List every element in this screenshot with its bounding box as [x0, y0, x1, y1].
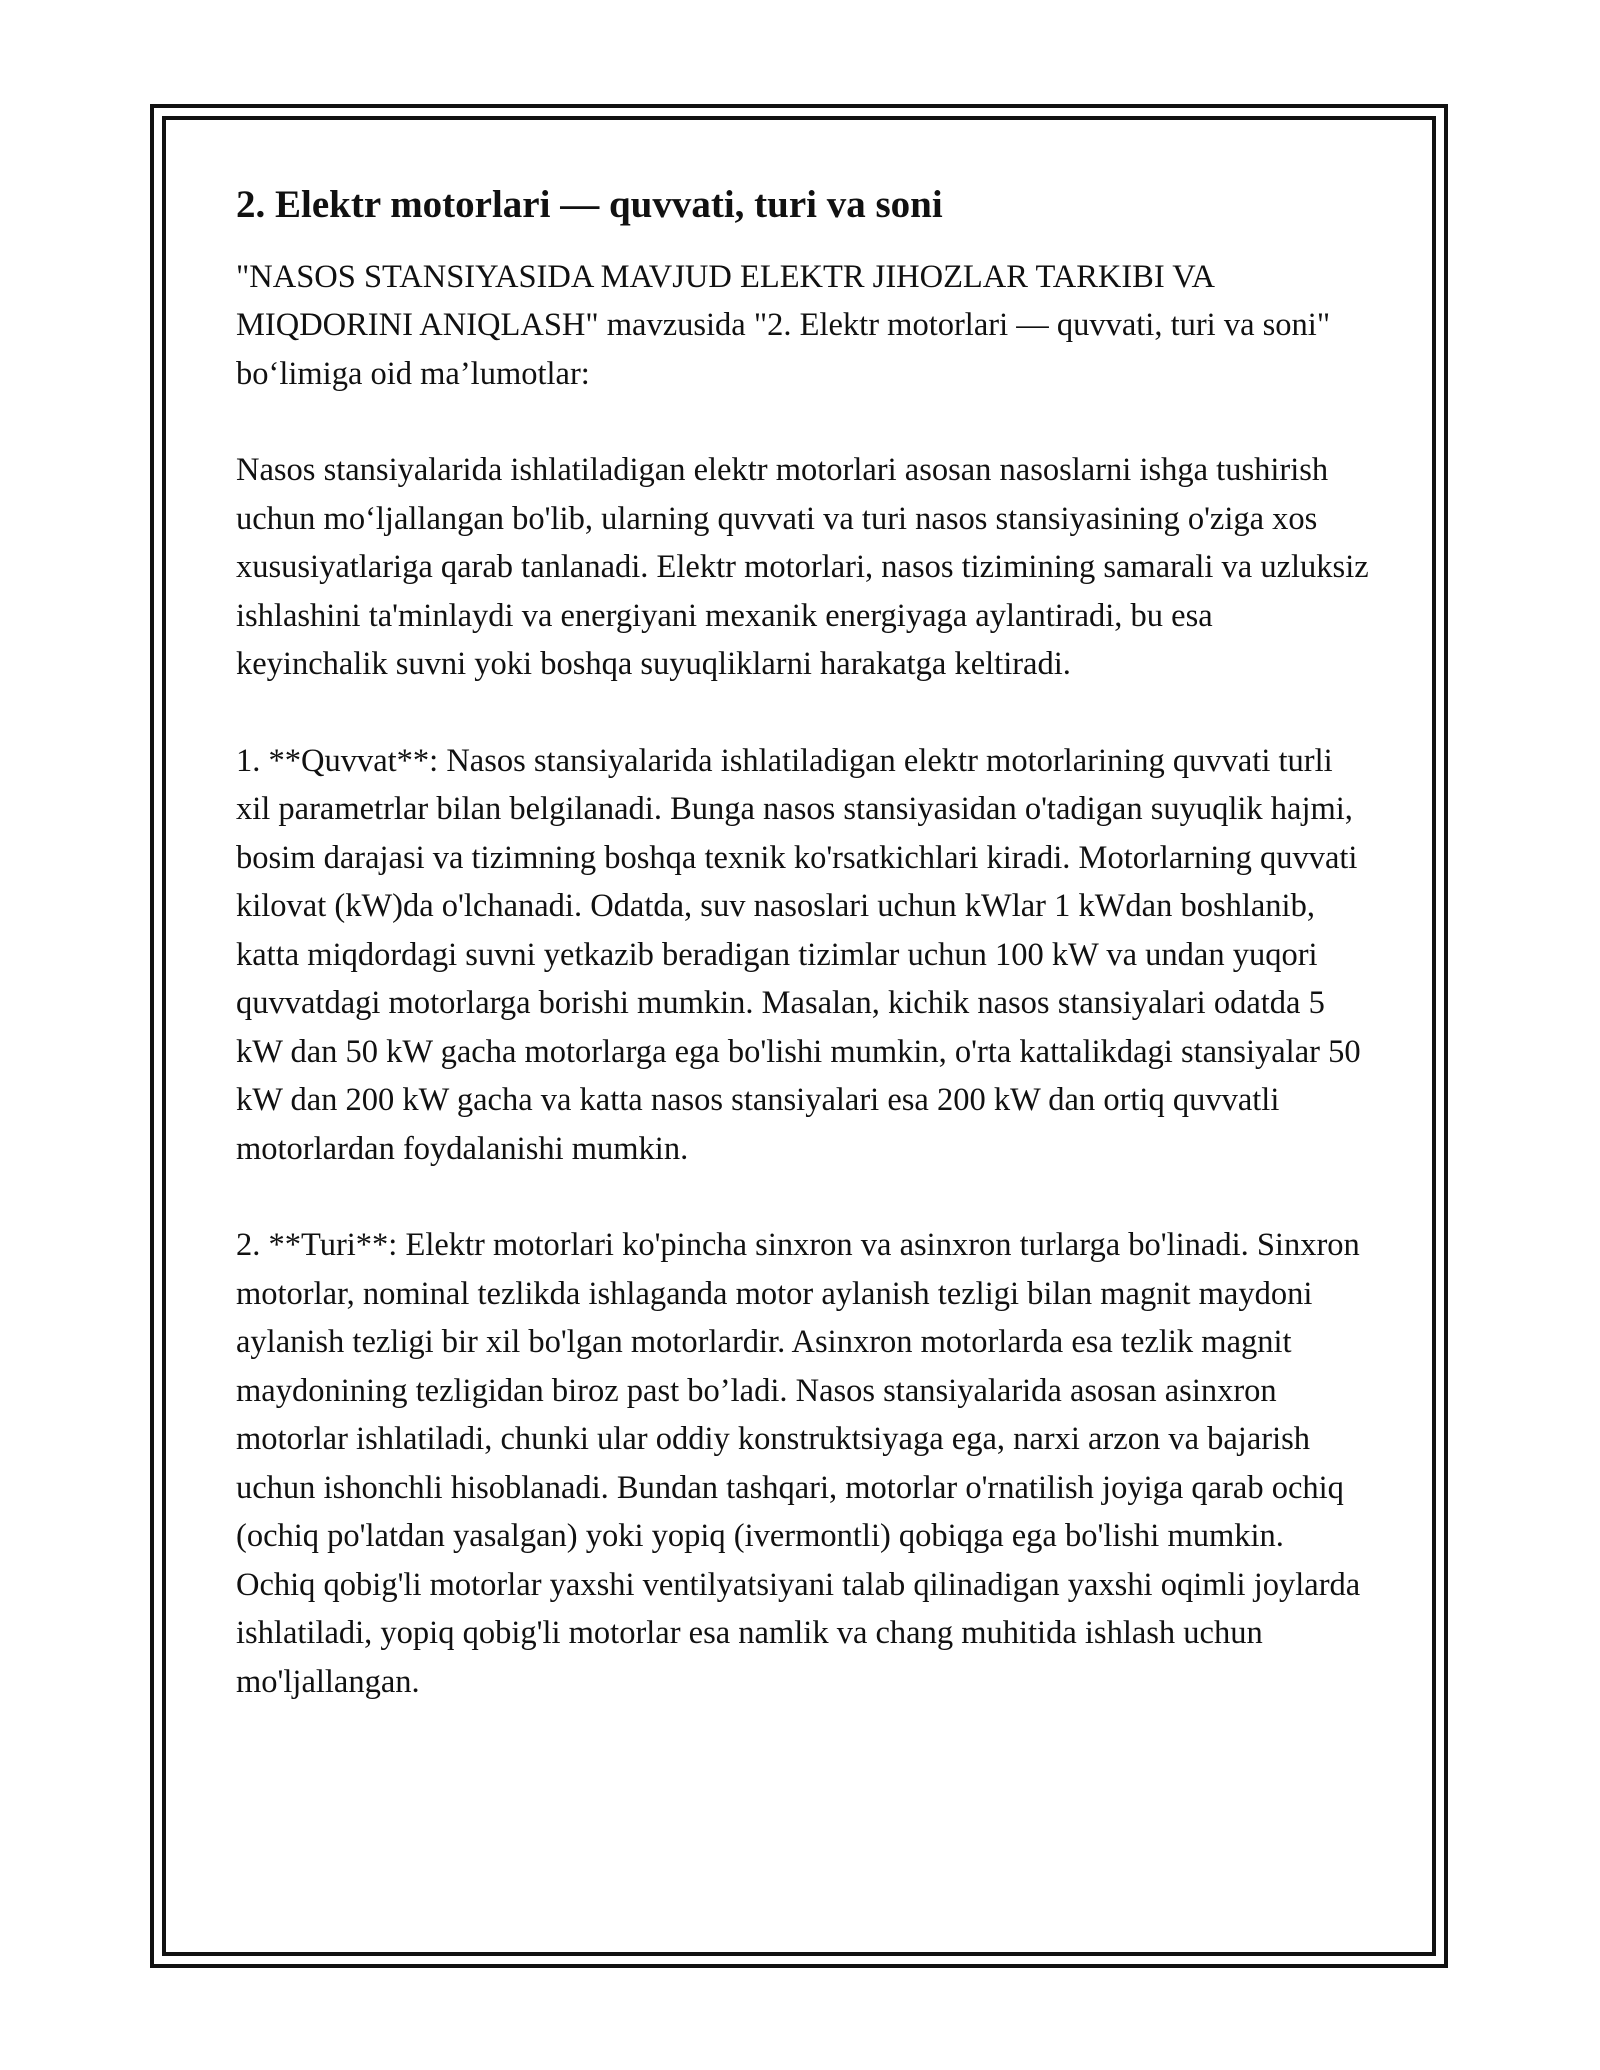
document-body — [236, 180, 1371, 1706]
paragraph-power: 1. **Quvvat**: Nasos stansiyalarida ishlatiladigan elektr motorlarining quvvati turli xil parametrlar bilan belgilanadi. Bunga nasos stansiyasidan o'tadigan suyuqlik hajmi, bosim darajasi va tizimning boshqa texnik ko'rsatkichlari kiradi. Motorlarning quvvati kilovat (kW)da o'lchanadi. Odatda, suv nasoslari uchun kWlar 1 kWdan boshlanib, katta miqdordagi suvni yetkazib beradigan tizimlar uchun 100 kW va undan yuqori quvvatdagi motorlarga borishi mumkin. Masalan, kichik nasos stansiyalari odatda 5 kW dan 50 kW gacha motorlarga ega bo'lishi mumkin, o'rta kattalikdagi stansiyalar 50 kW dan 200 kW gacha va katta nasos stansiyalari esa 200 kW dan ortiq quvvatli motorlardan foydalanishi mumkin. — [236, 742, 1361, 1167]
intro-paragraph: "NASOS STANSIYASIDA MAVJUD ELEKTR JIHOZLAR TARKIBI VA MIQDORINI ANIQLASH" mavzusida "2. Elektr motorlari — quvvati, turi va soni" bo‘limiga oid ma’lumotlar: — [236, 258, 1331, 392]
paragraph-overview: Nasos stansiyalarida ishlatiladigan elektr motorlari asosan nasoslarni ishga tushirish uchun mo‘ljallangan bo'lib, ularning quvvati va turi nasos stansiyasining o'ziga xos xususiyatlariga qarab tanlanadi. Elektr motorlari, nasos tizimining samarali va uzluksiz ishlashini ta'minlaydi va energiyani mexanik energiyaga aylantiradi, bu esa keyinchalik suvni yoki boshqa suyuqliklarni harakatga keltiradi. — [236, 452, 1369, 683]
paragraph-type: 2. **Turi**: Elektr motorlari ko'pincha sinxron va asinxron turlarga bo'linadi. Sinxron motorlar, nominal tezlikda ishlaganda motor aylanish tezligi bilan magnit maydoni aylanish tezligi bir xil bo'lgan motorlardir. Asinxron motorlarda esa tezlik magnit maydonining tezligidan biroz past bo’ladi. Nasos stansiyalarida asosan asinxron motorlar ishlatiladi, chunki ular oddiy konstruktsiyaga ega, narxi arzon va bajarish uchun ishonchli hisoblanadi. Bundan tashqari, motorlar o'rnatilish joyiga qarab ochiq (ochiq po'latdan yasalgan) yoki yopiq (ivermontli) qobiqga ega bo'lishi mumkin. Ochiq qobig'li motorlar yaxshi ventilyatsiyani talab qilinadigan yaxshi oqimli joylarda ishlatiladi, yopiq qobig'li motorlar esa namlik va chang muhitida ishlash uchun mo'ljallangan. — [236, 1227, 1361, 1700]
section-heading: 2. Elektr motorlari — quvvati, turi va soni — [236, 183, 943, 226]
